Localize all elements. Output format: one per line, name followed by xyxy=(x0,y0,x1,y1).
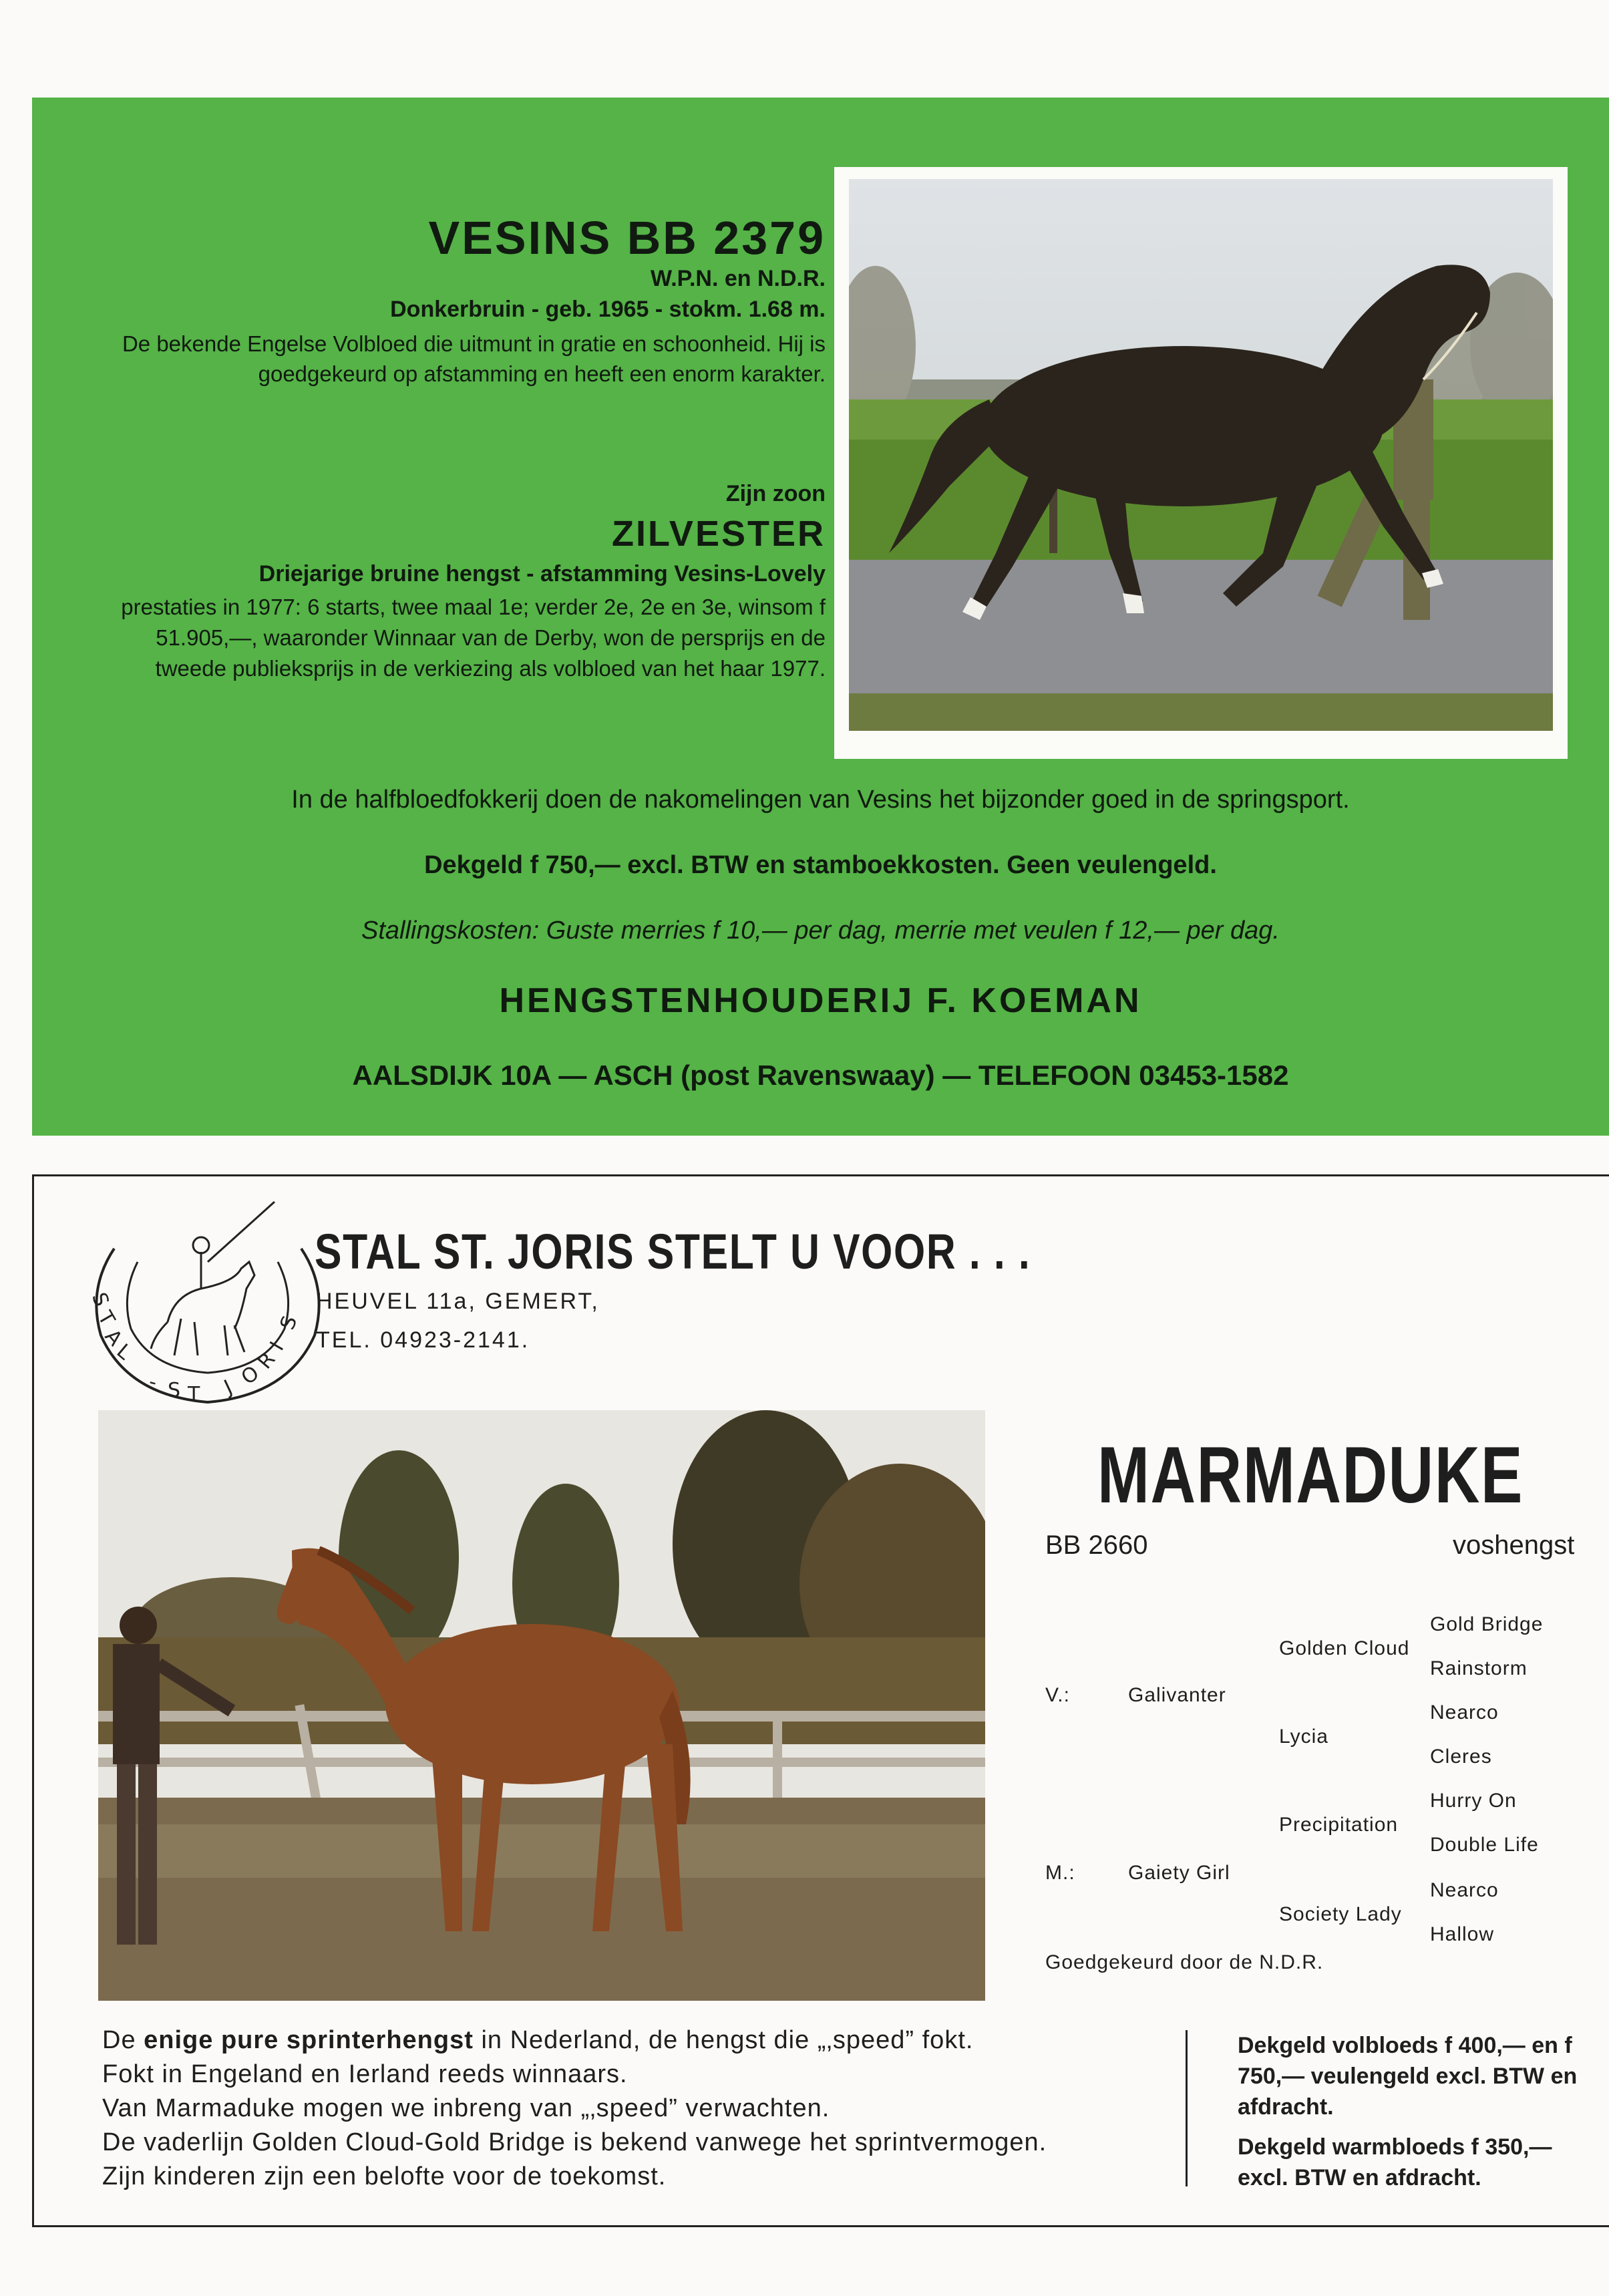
svg-text:-: - xyxy=(146,1369,160,1395)
stal-address: HEUVEL 11a, GEMERT, xyxy=(316,1289,600,1314)
desc-line1-bold: enige pure sprinterhengst xyxy=(144,2026,474,2054)
desc-line4: De vaderlijn Golden Cloud-Gold Bridge is bekend vanwege het sprintvermogen. xyxy=(102,2128,1047,2156)
marmaduke-studbook: BB 2660 xyxy=(1045,1530,1148,1560)
fees-block xyxy=(1238,2030,1585,2202)
marmaduke-title: MARMADUKE xyxy=(1097,1430,1524,1520)
pedigree-dam-dam: Society Lady xyxy=(1279,1903,1402,1925)
svg-text:J: J xyxy=(220,1375,236,1400)
pedigree-g2: Rainstorm xyxy=(1430,1657,1528,1679)
pedigree-dam-sire: Precipitation xyxy=(1279,1814,1399,1836)
son-label: Zijn zoon xyxy=(725,481,826,506)
vesins-details: Donkerbruin - geb. 1965 - stokm. 1.68 m. xyxy=(390,297,826,322)
svg-text:I: I xyxy=(265,1337,289,1355)
pedigree-g3: Nearco xyxy=(1430,1701,1499,1724)
desc-line2: Fokt in Engeland en Ierland reeds winnaars. xyxy=(102,2060,628,2088)
pedigree-g5: Hurry On xyxy=(1430,1790,1517,1812)
fee-volbloeds: Dekgeld volbloeds f 400,— en f 750,— veulengeld excl. BTW en afdracht. xyxy=(1238,2033,1578,2120)
pedigree-g8: Hallow xyxy=(1430,1923,1495,1945)
vesins-title: VESINS BB 2379 xyxy=(428,212,826,264)
marmaduke-description xyxy=(102,2023,1184,2194)
pedigree-sire: Galivanter xyxy=(1128,1684,1226,1706)
houderij-address: AALSDIJK 10A — ASCH (post Ravenswaay) — TELEFOON 03453-1582 xyxy=(352,1059,1289,1091)
son-name: ZILVESTER xyxy=(611,514,826,554)
svg-text:O: O xyxy=(236,1361,264,1390)
marmaduke-kind: voshengst xyxy=(1453,1530,1575,1560)
vesins-advert xyxy=(32,98,1609,1136)
vertical-divider xyxy=(1186,2030,1188,2186)
son-description: prestaties in 1977: 6 starts, twee maal 1e; verder 2e, 2e en 3e, winsom f 51.905,—, waaronder Winnaar van de Derby, won de persprijs en de tweede publieksprijs in de verkiezing als volbloed van het haar 1977. xyxy=(121,595,826,681)
pedigree-g6: Double Life xyxy=(1430,1834,1539,1856)
stal-title: STAL ST. JORIS STELT U VOOR . . . xyxy=(315,1224,1031,1279)
vesins-studbooks: W.P.N. en N.D.R. xyxy=(651,266,826,291)
pedigree-dam: Gaiety Girl xyxy=(1128,1862,1230,1884)
pedigree-g4: Cleres xyxy=(1430,1746,1492,1768)
son-details: Driejarige bruine hengst - afstamming Vesins-Lovely xyxy=(258,561,826,587)
svg-text:S: S xyxy=(87,1289,114,1310)
approved-text: Goedgekeurd door de N.D.R. xyxy=(1045,1951,1324,1973)
stal-phone: TEL. 04923-2141. xyxy=(316,1327,530,1353)
svg-text:S: S xyxy=(168,1379,181,1402)
fee-warmbloeds: Dekgeld warmbloeds f 350,— excl. BTW en afdracht. xyxy=(1238,2134,1552,2190)
stalling-text: Stallingskosten: Guste merries f 10,— per dag, merrie met veulen f 12,— per dag. xyxy=(361,917,1280,945)
dekgeld-text: Dekgeld f 750,— excl. BTW en stamboekkosten. Geen veulengeld. xyxy=(424,851,1217,879)
desc-line3: Van Marmaduke mogen we inbreng van „‚speed” verwachten. xyxy=(102,2094,830,2122)
houderij-title: HENGSTENHOUDERIJ F. KOEMAN xyxy=(499,981,1142,1020)
pedigree-sire-dam: Lycia xyxy=(1279,1726,1328,1748)
marmaduke-photo xyxy=(98,1410,985,2001)
pedigree-dam-label: M.: xyxy=(1045,1862,1075,1884)
desc-line1-c: in Nederland, de hengst die „‚speed” fokt. xyxy=(473,2026,974,2054)
trotting-horse-image xyxy=(849,179,1553,731)
pedigree-sire-sire: Golden Cloud xyxy=(1279,1637,1410,1659)
vesins-photo xyxy=(834,167,1568,759)
marmaduke-advert xyxy=(32,1174,1609,2227)
pedigree-g7: Nearco xyxy=(1430,1879,1499,1901)
svg-text:R: R xyxy=(253,1347,281,1374)
svg-text:S: S xyxy=(275,1313,303,1333)
svg-text:A: A xyxy=(100,1325,127,1351)
stal-st-joris-logo xyxy=(74,1188,341,1409)
desc-line1-a: De xyxy=(102,2026,144,2054)
standing-horse-image xyxy=(98,1410,985,2001)
svg-text:T: T xyxy=(188,1383,200,1406)
pedigree-sire-label: V.: xyxy=(1045,1684,1070,1706)
desc-line5: Zijn kinderen zijn een belofte voor de toekomst. xyxy=(102,2162,667,2190)
pedigree-g1: Gold Bridge xyxy=(1430,1613,1544,1635)
svg-text:L: L xyxy=(112,1339,136,1365)
svg-text:T: T xyxy=(93,1307,120,1330)
halfbloed-text: In de halfbloedfokkerij doen de nakomelingen van Vesins het bijzonder goed in de springsport. xyxy=(291,786,1350,814)
vesins-description: De bekende Engelse Volbloed die uitmunt in gratie en schoonheid. Hij is goedgekeurd op afstamming en heeft een enorm karakter. xyxy=(122,331,826,386)
